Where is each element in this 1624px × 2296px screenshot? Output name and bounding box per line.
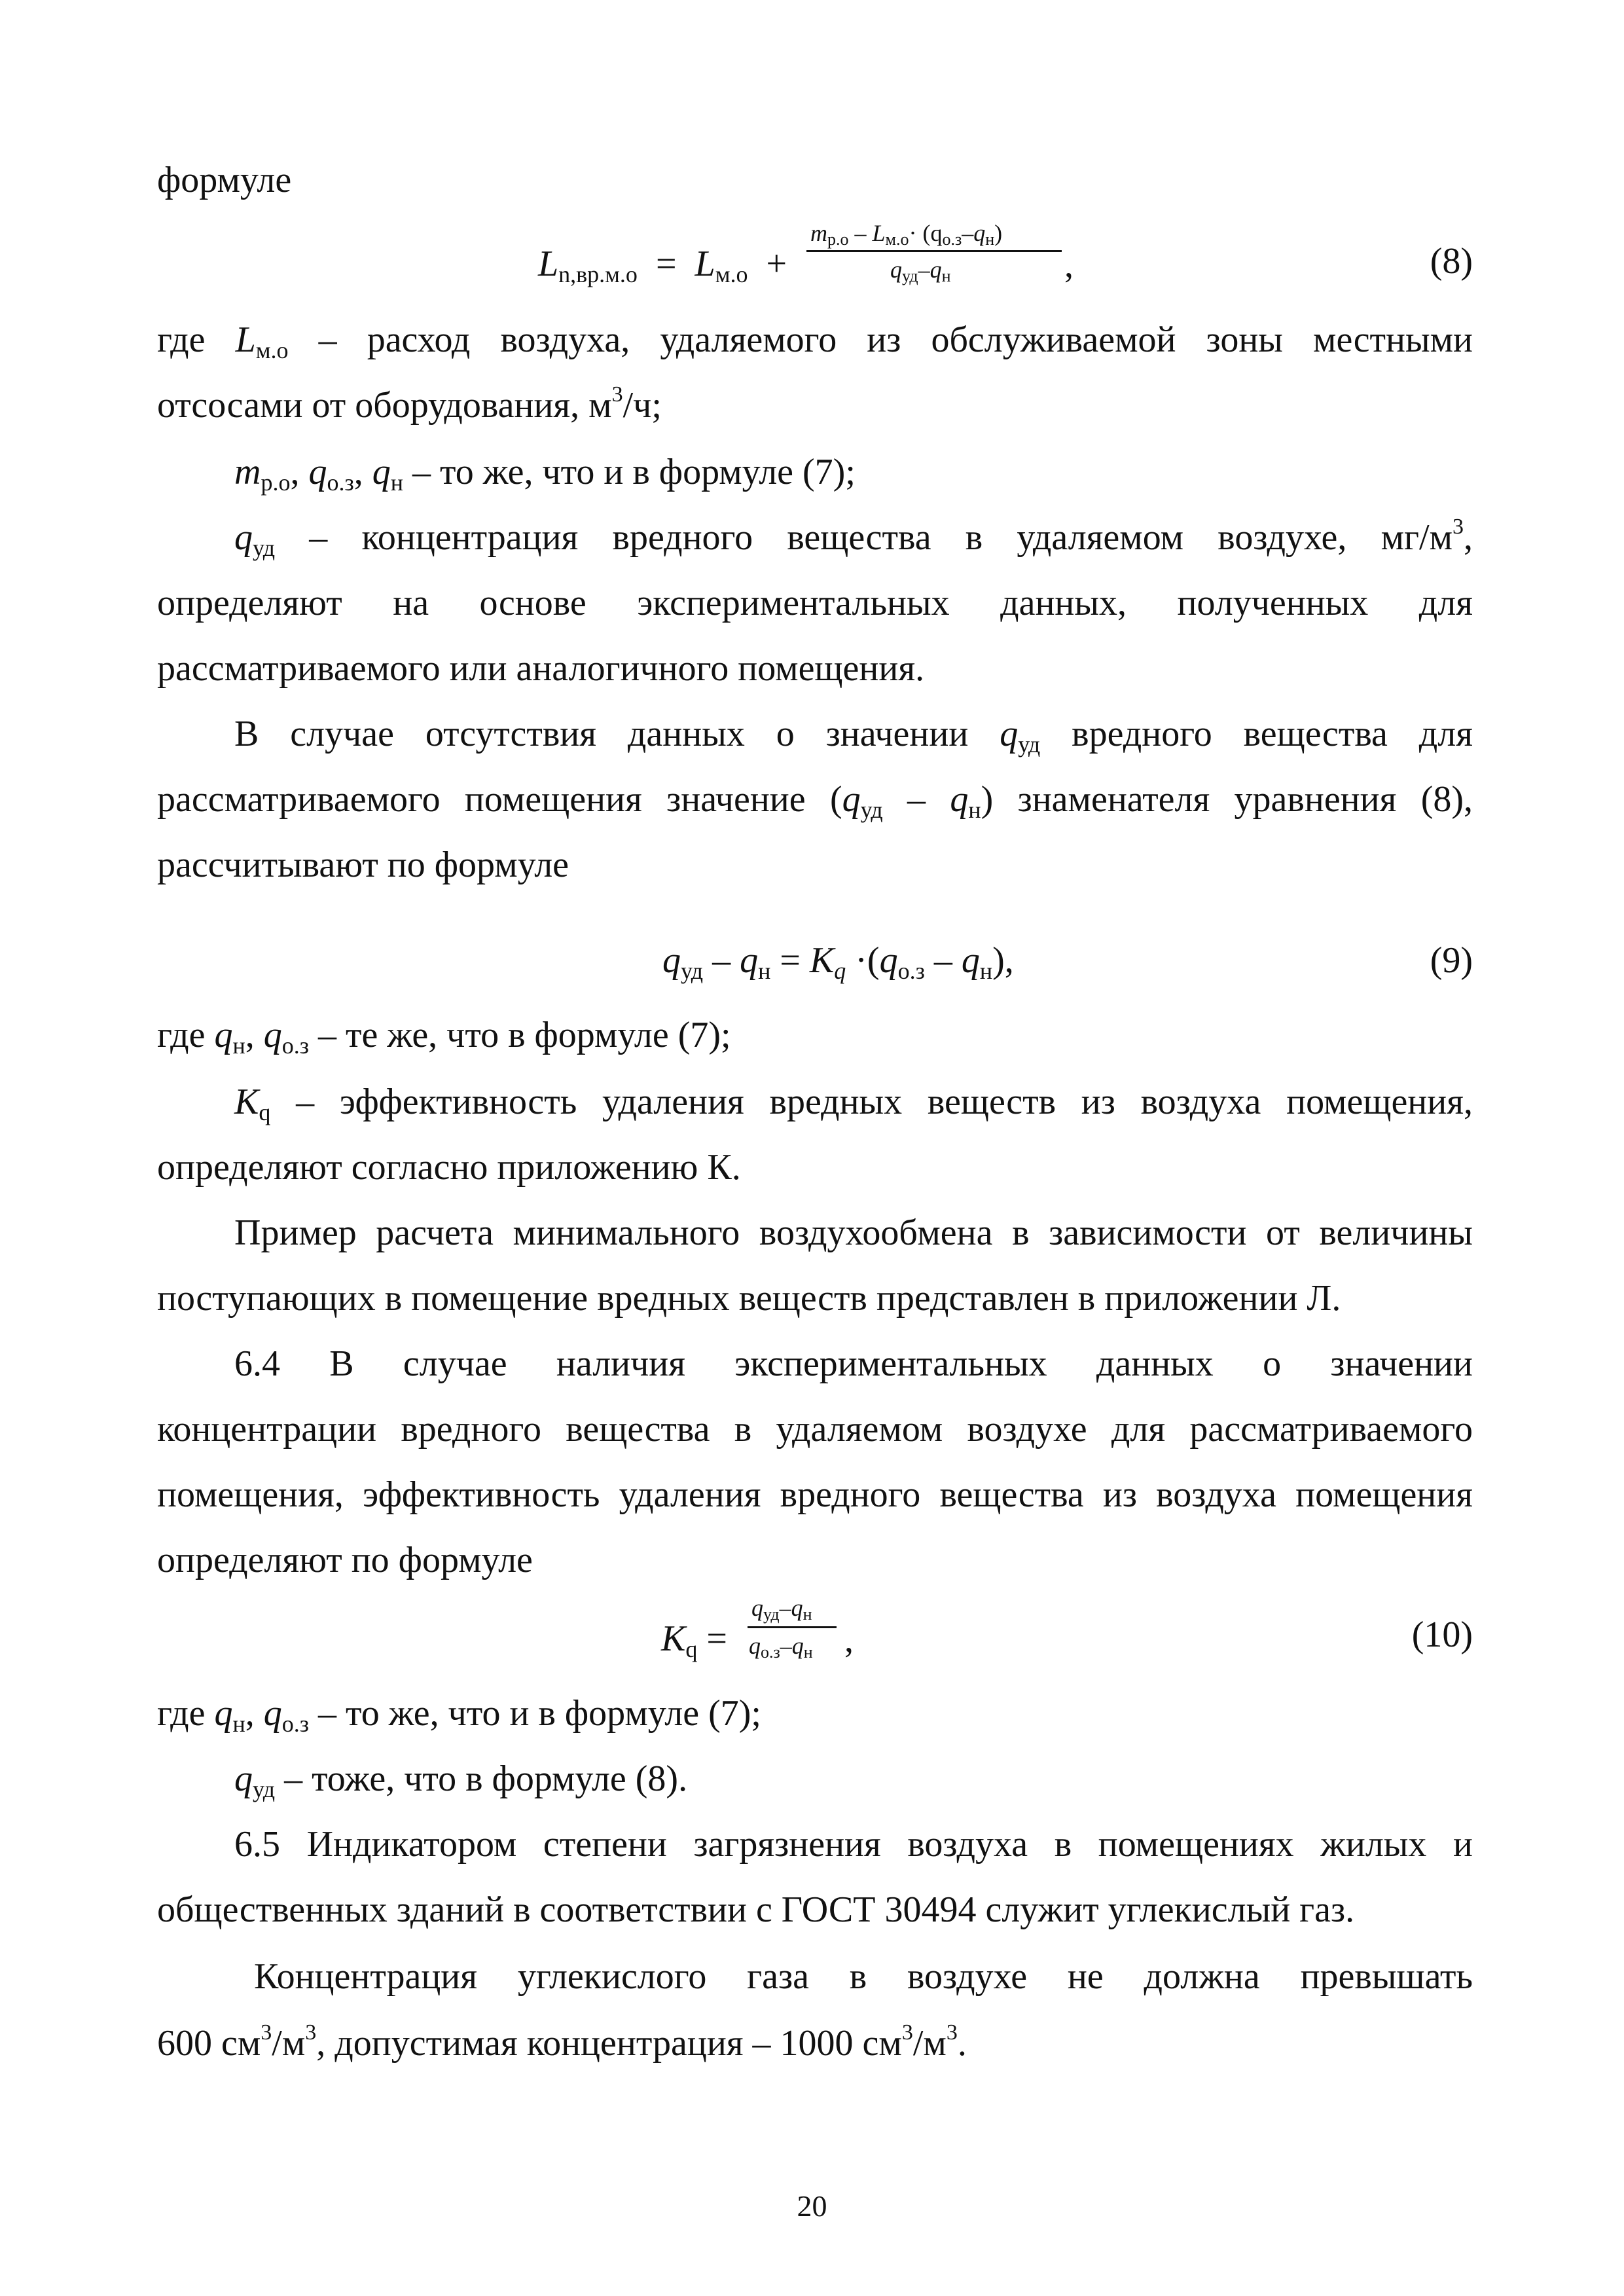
formula-body: $q_{уд} - q_н = K_q \cdot(q_{о.з} - q_н)$,	[662, 940, 1014, 984]
fraction-denominator: $q_{уд}-q_н$	[890, 257, 951, 285]
text-line: общественных зданий в соответствии с ГОСТ 30494 служит углекислый газ.	[157, 1889, 1355, 1930]
formula-number: (8)	[1430, 241, 1473, 282]
text-line: $m_{р.о}$, $q_{о.з}$, $q_н$ – то же, что и в формуле (7);	[234, 452, 856, 496]
text-line: рассматриваемого или аналогичного помещения.	[157, 648, 925, 689]
text-line: концентрации вредного вещества в удаляемом воздухе для рассматриваемого	[157, 1409, 1473, 1449]
text-line: $q_{уд}$ – тоже, что в формуле (8).	[234, 1758, 688, 1802]
fraction-numerator: $q_{уд}-q_н$	[751, 1595, 812, 1624]
text-line: 6.5 Индикатором степени загрязнения воздуха в помещениях жилых и	[234, 1824, 1473, 1865]
text-line: 600 $см^3/м^3$, допустимая концентрация – 1000 $см^3/м^3$.	[157, 2020, 967, 2064]
fraction-bar	[806, 250, 1062, 252]
formula-lhs: $L_{n,вр.м.о} = L_{м.о}$ +	[538, 244, 787, 287]
page-number: 20	[797, 2189, 827, 2223]
text-line: поступающих в помещение вредных веществ представлен в приложении Л.	[157, 1278, 1341, 1319]
formula-number: (9)	[1430, 940, 1473, 981]
text-line: $K_q$ – эффективность удаления вредных веществ из воздуха помещения,	[234, 1082, 1473, 1125]
text-line: определяют на основе экспериментальных данных, полученных для	[157, 583, 1473, 623]
text-line: 6.4 В случае наличия экспериментальных данных о значении	[234, 1343, 1473, 1384]
formula-comma: ,	[1064, 245, 1074, 285]
text: формуле	[157, 160, 292, 200]
text-line: $q_{уд}$ – концентрация вредного вещества в удаляемом воздухе, $мг/м^3$,	[234, 515, 1473, 561]
fraction-denominator: $q_{о.з}-q_н$	[749, 1633, 813, 1662]
formula-number: (10)	[1411, 1614, 1473, 1655]
text-line: В случае отсутствия данных о значении $q_{уд}$ вредного вещества для	[234, 714, 1473, 757]
text-line: Пример расчета минимального воздухообмена в зависимости от величины	[234, 1212, 1473, 1253]
text-line: где $q_н$, $q_{о.з}$ – те же, что в формуле (7);	[157, 1015, 731, 1059]
text-line	[157, 157, 1473, 203]
fraction-numerator: $m_{р.о} - L_{м.о}\cdot (q_{о.з}-q_н)$	[810, 220, 1003, 249]
text-line: помещения, эффективность удаления вредного вещества из воздуха помещения	[157, 1474, 1473, 1515]
text-line: определяют по формуле	[157, 1540, 533, 1580]
text-line: где $L_{м.о}$ – расход воздуха, удаляемого из обслуживаемой зоны местными	[157, 319, 1473, 363]
text-line: рассчитывают по формуле	[157, 845, 569, 885]
text-line: определяют согласно приложению К.	[157, 1147, 741, 1188]
fraction-bar	[748, 1626, 837, 1628]
text-line: отсосами от оборудования, $м^3/ч$;	[157, 382, 662, 426]
formula-comma: ,	[844, 1620, 854, 1660]
text-line: Концентрация углекислого газа в воздухе не должна превышать	[254, 1956, 1473, 1997]
text-line: где $q_н$, $q_{о.з}$ – то же, что и в формуле (7);	[157, 1693, 761, 1737]
formula-lhs: $K_q$ =	[661, 1618, 727, 1662]
text-line: рассматриваемого помещения значение $(q_{уд} - q_н)$ знаменателя уравнения (8),	[157, 779, 1473, 823]
